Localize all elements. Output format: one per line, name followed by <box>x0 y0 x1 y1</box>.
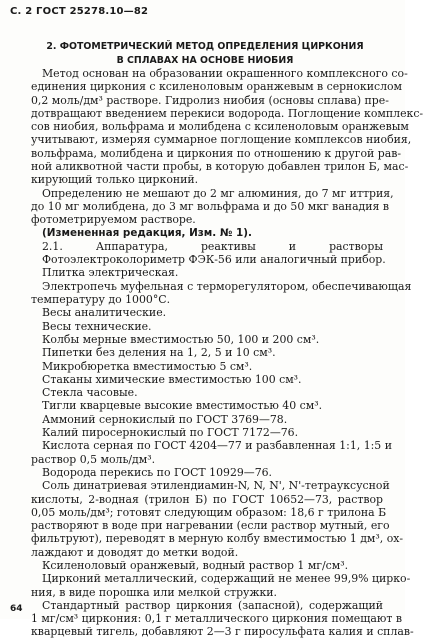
section-title-line: В СПЛАВАХ НА ОСНОВЕ НИОБИЯ <box>116 55 294 66</box>
text-line: фотометрируемом растворе. <box>31 213 196 227</box>
text-line: единения циркония с ксиленоловым оранжевым в сернокислом <box>31 80 403 94</box>
text-line: Колбы мерные вместимостью 50, 100 и 200 см³. <box>42 332 320 346</box>
text-line: 0,2 моль/дм³ растворе. Гидролиз ниобия (основы сплава) пре- <box>31 93 389 107</box>
text-line: Стаканы химические вместимостью 100 см³. <box>42 372 302 386</box>
text-line: 0,05 моль/дм³; готовят следующим образом: 18,6 г трилона Б <box>31 505 387 519</box>
text-line: Соль динатриевая этилендиамин-N, N, N', N'-тетрауксусной <box>42 479 390 493</box>
text-line: до 10 мг молибдена, до 3 мг вольфрама и до 50 мкг ванадия в <box>31 199 389 213</box>
text-line: 1 мг/см³ циркония: 0,1 г металлического циркония помещают в <box>31 612 402 626</box>
text-line: Кислота серная по ГОСТ 4204—77 и разбавленная 1:1, 1:5 и <box>42 439 392 453</box>
text-line: кислоты, 2-водная (трилон Б) по ГОСТ 10652—73, раствор <box>31 492 383 506</box>
text-line: Микробюретка вместимостью 5 см³. <box>42 359 253 373</box>
text-line: Водорода перекись по ГОСТ 10929—76. <box>42 465 273 479</box>
text-line: Ксиленоловый оранжевый, водный раствор 1 мг/см³. <box>42 558 349 572</box>
text-line: раствор 0,5 моль/дм³. <box>31 452 156 466</box>
text-line: ния, в виде порошка или мелкой стружки. <box>31 585 278 599</box>
text-line: Весы аналитические. <box>42 306 167 320</box>
page-number: 64 <box>10 604 23 614</box>
text-line: Стандартный раствор циркония (запасной), содержащий <box>42 598 383 612</box>
text-line: Фотоэлектроколориметр ФЭК-56 или аналогичный прибор. <box>42 253 386 267</box>
subsection-heading: 2.1. Аппаратура, реактивы и растворы <box>42 239 383 253</box>
text-line: Тигли кварцевые высокие вместимостью 40 см³. <box>42 399 323 413</box>
section-title-line: 2. ФОТОМЕТРИЧЕСКИЙ МЕТОД ОПРЕДЕЛЕНИЯ ЦИРКОНИЯ <box>46 41 364 52</box>
text-line: Весы технические. <box>42 319 152 333</box>
text-line: кирующий только цирконий. <box>31 173 199 187</box>
revision-note: (Измененная редакция, Изм. № 1). <box>42 226 252 239</box>
text-line: сов ниобия, вольфрама и молибдена с ксиленоловым оранжевым <box>31 120 409 134</box>
text-line: кварцевый тигель, добавляют 2—3 г пиросульфата калия и сплав- <box>31 625 414 639</box>
text-line: Аммоний сернокислый по ГОСТ 3769—78. <box>42 412 288 426</box>
text-line: температуру до 1000°С. <box>31 293 171 307</box>
body-text <box>31 67 423 639</box>
text-line: Пипетки без деления на 1, 2, 5 и 10 см³. <box>42 346 276 360</box>
section-title <box>30 40 380 68</box>
text-line: растворяют в воде при нагревании (если раствор мутный, его <box>31 519 390 533</box>
text-line: Цирконий металлический, содержащий не менее 99,9% цирко- <box>42 572 411 586</box>
text-line: лаждают и доводят до метки водой. <box>31 545 239 559</box>
text-line: Метод основан на образовании окрашенного комплексного со- <box>42 67 408 80</box>
text-line: Электропечь муфельная с терморегулятором, обеспечивающая <box>42 279 412 293</box>
text-line: Плитка электрическая. <box>42 266 179 280</box>
text-line: дотвращают введением перекиси водорода. Поглощение комплекс- <box>31 106 423 120</box>
text-line: Определению не мешают до 2 мг алюминия, до 7 мг иттрия, <box>42 186 394 200</box>
text-line: учитывают, измеряя суммарное поглощение комплексов ниобия, <box>31 133 412 147</box>
page-header: С. 2 ГОСТ 25278.10—82 <box>10 6 149 17</box>
text-line: вольфрама, молибдена и циркония по отношению к другой рав- <box>31 146 402 160</box>
text-line: ной аликвотной части пробы, в которую добавлен трилон Б, мас- <box>31 160 409 174</box>
text-line: фильтруют), переводят в мерную колбу вместимостью 1 дм³, ох- <box>31 532 404 546</box>
text-line: Стекла часовые. <box>42 386 138 400</box>
text-line: Калий пиросернокислый по ГОСТ 7172—76. <box>42 426 299 440</box>
